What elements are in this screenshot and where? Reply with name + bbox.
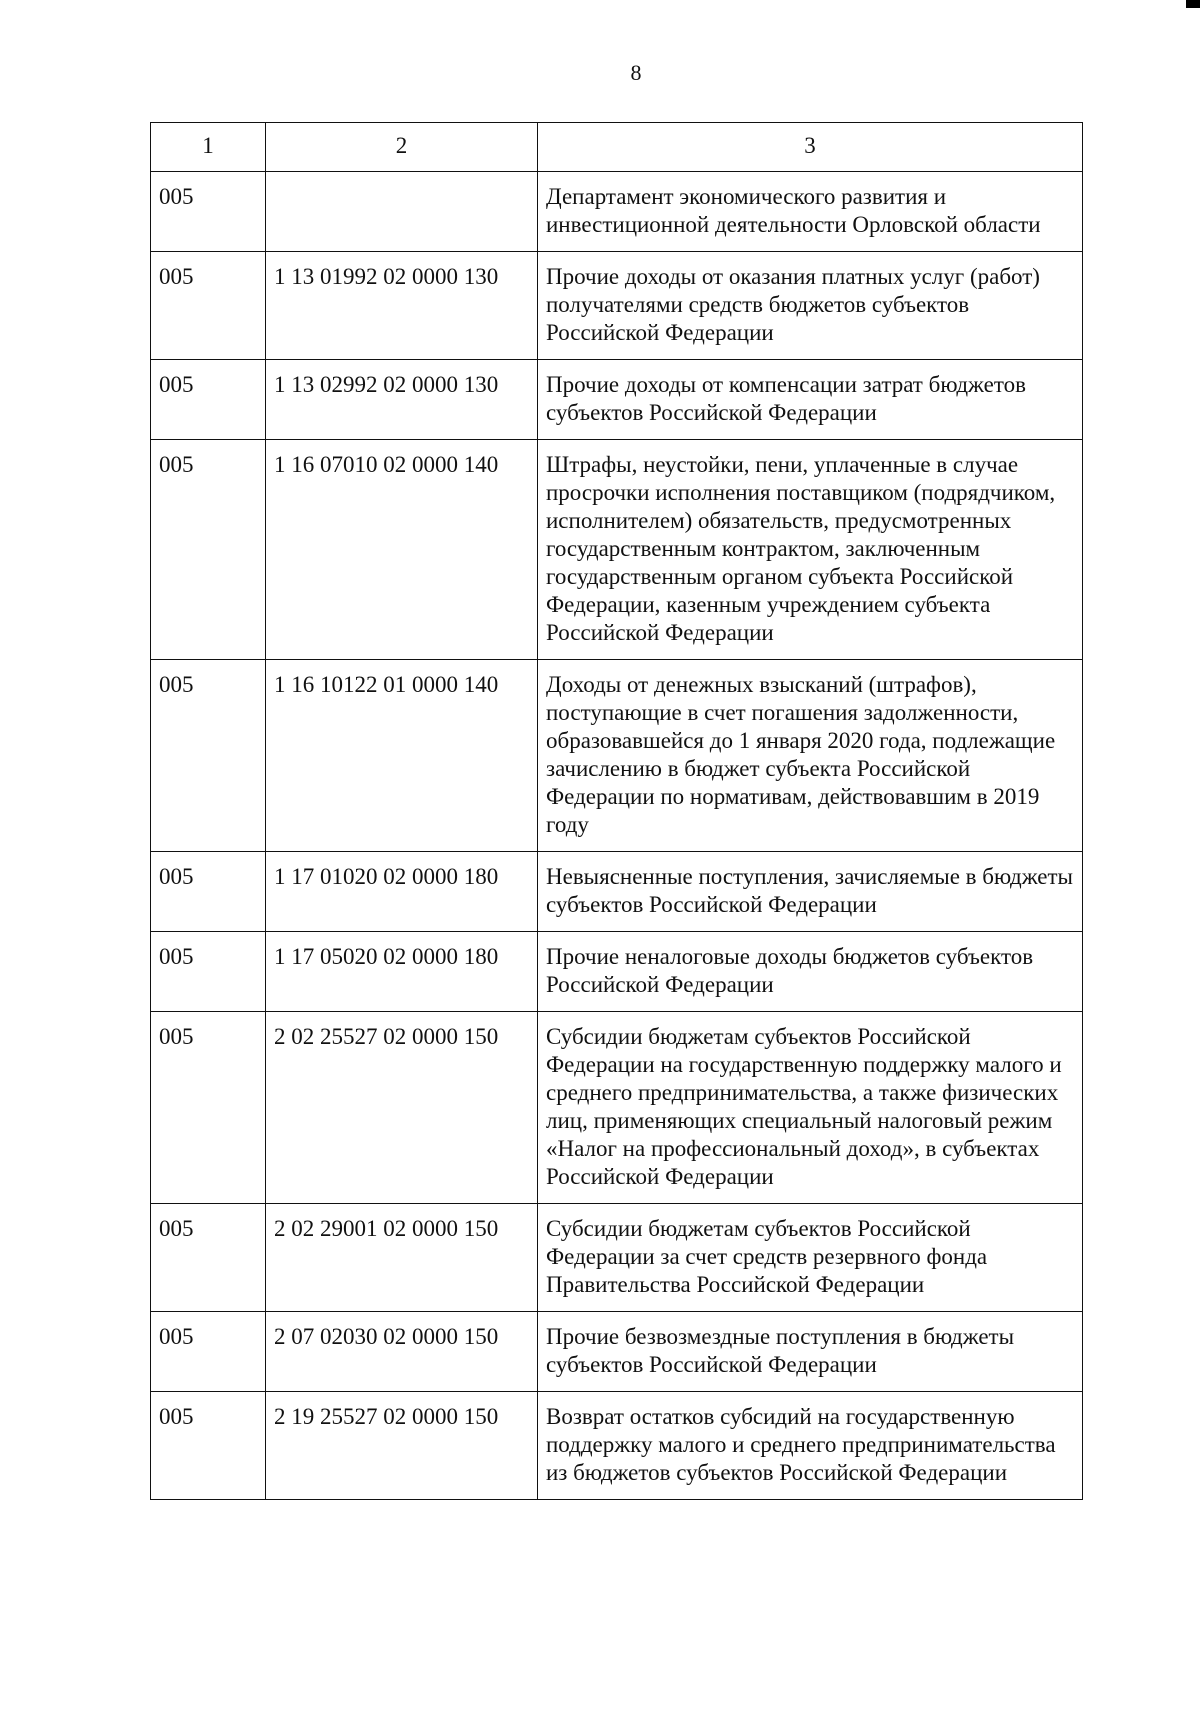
revenue-code-cell: 1 16 07010 02 0000 140 [266,440,538,660]
table-row [151,440,1083,660]
page-number: 8 [630,60,642,85]
revenue-code-cell: 2 19 25527 02 0000 150 [266,1392,538,1500]
admin-code-cell: 005 [151,172,266,252]
table-row [151,1312,1083,1392]
admin-code-cell: 005 [151,1204,266,1312]
header-row [151,123,1083,172]
admin-code-cell: 005 [151,360,266,440]
description-cell: Штрафы, неустойки, пени, уплаченные в случае просрочки исполнения поставщиком (подрядчиком, исполнителем) обязательств, предусмотренных государственным контрактом, заключенным государственным органом субъекта Российской Федерации, казенным учреждением субъекта Российской Федерации [538,440,1083,660]
table-row [151,932,1083,1012]
description-cell: Прочие неналоговые доходы бюджетов субъектов Российской Федерации [538,932,1083,1012]
description-cell: Возврат остатков субсидий на государственную поддержку малого и среднего предпринимательства из бюджетов субъектов Российской Федерации [538,1392,1083,1500]
table-header [151,123,1083,172]
description-cell: Субсидии бюджетам субъектов Российской Федерации на государственную поддержку малого и среднего предпринимательства, а также физических лиц, применяющих специальный налоговый режим «Налог на профессиональный доход», в субъектах Российской Федерации [538,1012,1083,1204]
admin-code-cell: 005 [151,440,266,660]
admin-code-cell: 005 [151,252,266,360]
description-cell: Департамент экономического развития и инвестиционной деятельности Орловской области [538,172,1083,252]
description-cell: Прочие доходы от компенсации затрат бюджетов субъектов Российской Федерации [538,360,1083,440]
table-row [151,172,1083,252]
table-row [151,1392,1083,1500]
revenue-code-cell: 1 16 10122 01 0000 140 [266,660,538,852]
header-col-2: 2 [266,123,538,172]
admin-code-cell: 005 [151,852,266,932]
table-row [151,852,1083,932]
revenue-code-cell: 2 07 02030 02 0000 150 [266,1312,538,1392]
table-row [151,360,1083,440]
revenue-code-cell: 2 02 29001 02 0000 150 [266,1204,538,1312]
description-cell: Прочие безвозмездные поступления в бюджеты субъектов Российской Федерации [538,1312,1083,1392]
table-row [151,1012,1083,1204]
admin-code-cell: 005 [151,1392,266,1500]
admin-code-cell: 005 [151,1312,266,1392]
header-col-1: 1 [151,123,266,172]
scan-edge-mark [1186,0,1200,8]
description-cell: Доходы от денежных взысканий (штрафов), поступающие в счет погашения задолженности, образовавшейся до 1 января 2020 года, подлежащие зачислению в бюджет субъекта Российской Федерации по нормативам, действовавшим в 2019 году [538,660,1083,852]
revenue-code-cell: 1 13 01992 02 0000 130 [266,252,538,360]
table-row [151,1204,1083,1312]
admin-code-cell: 005 [151,1012,266,1204]
table-row [151,252,1083,360]
revenue-codes-table [150,122,1083,1500]
admin-code-cell: 005 [151,932,266,1012]
revenue-code-cell: 1 13 02992 02 0000 130 [266,360,538,440]
description-cell: Невыясненные поступления, зачисляемые в бюджеты субъектов Российской Федерации [538,852,1083,932]
revenue-code-cell: 1 17 05020 02 0000 180 [266,932,538,1012]
admin-code-cell: 005 [151,660,266,852]
description-cell: Прочие доходы от оказания платных услуг (работ) получателями средств бюджетов субъектов Российской Федерации [538,252,1083,360]
header-col-3: 3 [538,123,1083,172]
revenue-code-cell: 2 02 25527 02 0000 150 [266,1012,538,1204]
revenue-code-cell: 1 17 01020 02 0000 180 [266,852,538,932]
table-body [151,172,1083,1500]
revenue-code-cell [266,172,538,252]
description-cell: Субсидии бюджетам субъектов Российской Федерации за счет средств резервного фонда Правительства Российской Федерации [538,1204,1083,1312]
table-row [151,660,1083,852]
